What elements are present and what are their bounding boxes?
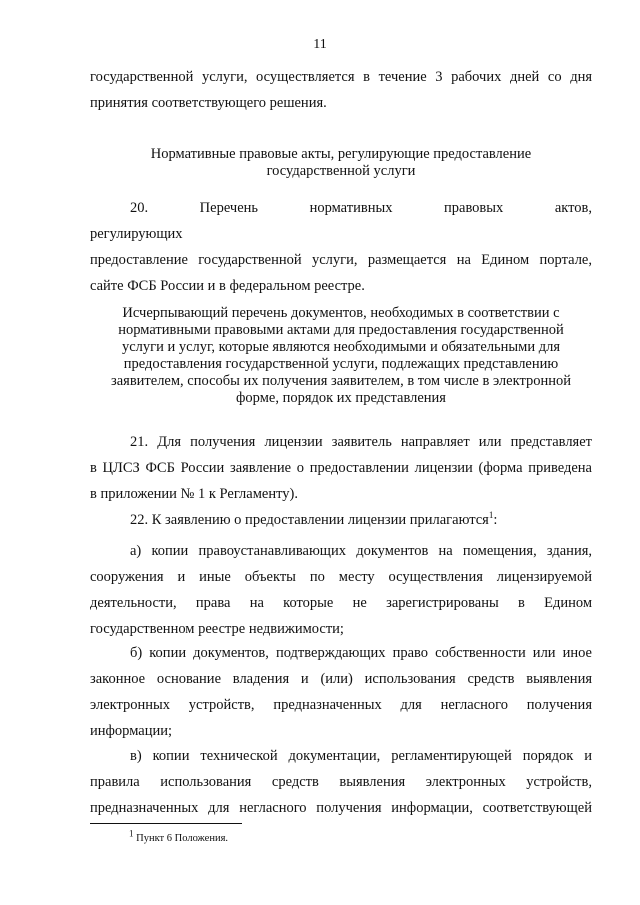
paragraph-21-line-3: в приложении № 1 к Регламенту). [90, 486, 298, 502]
item-v-line-1: в) копии технической документации, регламентирующей порядок и [130, 748, 592, 764]
continuation-paragraph [90, 64, 592, 116]
section-heading-line: нормативными правовыми актами для предоставления государственной [118, 322, 564, 338]
paragraph-22-colon: : [493, 512, 498, 528]
footnote [129, 828, 229, 845]
paragraph-20-line-1: 20. Перечень нормативных правовых актов, регулирующих [90, 200, 592, 242]
paragraph-20 [90, 195, 592, 299]
section-heading-legal-acts [90, 146, 592, 180]
list-item-b [90, 640, 592, 744]
paragraph-21-line-2: в ЦЛСЗ ФСБ России заявление о предоставлении лицензии (форма приведена [90, 460, 592, 476]
section-heading-line: услуги и услуг, которые являются необходимыми и обязательными для [121, 339, 561, 355]
footnote-mark: 1 [129, 828, 134, 839]
item-b-line-1: б) копии документов, подтверждающих право собственности или иное [130, 645, 592, 661]
paragraph-20-line-2: предоставление государственной услуги, размещается на Едином портале, [90, 252, 592, 268]
paragraph-20-line-3: сайте ФСБ России и в федеральном реестре. [90, 278, 365, 294]
section-heading-line: Исчерпывающий перечень документов, необходимых в соответствии с [122, 305, 560, 321]
continuation-line-2: принятия соответствующего решения. [90, 95, 327, 111]
section-heading-line: государственной услуги [266, 163, 416, 179]
item-v-line-3: предназначенных для негласного получения информации, соответствующей [90, 800, 592, 816]
paragraph-22 [90, 507, 592, 533]
item-a-line-2: сооружения и иные объекты по месту осуществления лицензируемой [90, 569, 592, 585]
section-heading-line: заявителем, способы их получения заявителем, в том числе в электронной [110, 373, 571, 389]
section-heading-line: предоставления государственной услуги, подлежащих представлению [123, 356, 559, 372]
item-a-line-1: а) копии правоустанавливающих документов на помещения, здания, [130, 543, 592, 559]
section-heading-documents [90, 305, 592, 407]
section-heading-line: Нормативные правовые акты, регулирующие предоставление [150, 146, 532, 162]
footnote-reference: 1 [488, 510, 494, 521]
item-b-line-3: электронных устройств, предназначенных для негласного получения [90, 697, 592, 713]
continuation-line-1: государственной услуги, осуществляется в течение 3 рабочих дней со дня [90, 69, 592, 85]
section-heading-line: форме, порядок их представления [236, 390, 446, 406]
footnote-text: Пункт 6 Положения. [133, 833, 229, 844]
item-v-line-2: правила использования средств выявления электронных устройств, [90, 774, 592, 790]
list-item-v [90, 743, 592, 821]
paragraph-21 [90, 429, 592, 507]
paragraph-22-text: 22. К заявлению о предоставлении лицензии прилагаются [130, 512, 489, 528]
paragraph-21-line-1: 21. Для получения лицензии заявитель направляет или представляет [130, 434, 592, 450]
item-b-line-2: законное основание владения и (или) использования средств выявления [90, 671, 592, 687]
list-item-a [90, 538, 592, 642]
page-number: 11 [313, 37, 327, 52]
item-a-line-3: деятельности, права на которые не зарегистрированы в Едином [90, 595, 592, 611]
item-b-line-4: информации; [90, 723, 173, 739]
paragraph-22-line [90, 507, 592, 533]
footnote-divider [90, 823, 242, 824]
item-a-line-4: государственном реестре недвижимости; [90, 621, 344, 637]
